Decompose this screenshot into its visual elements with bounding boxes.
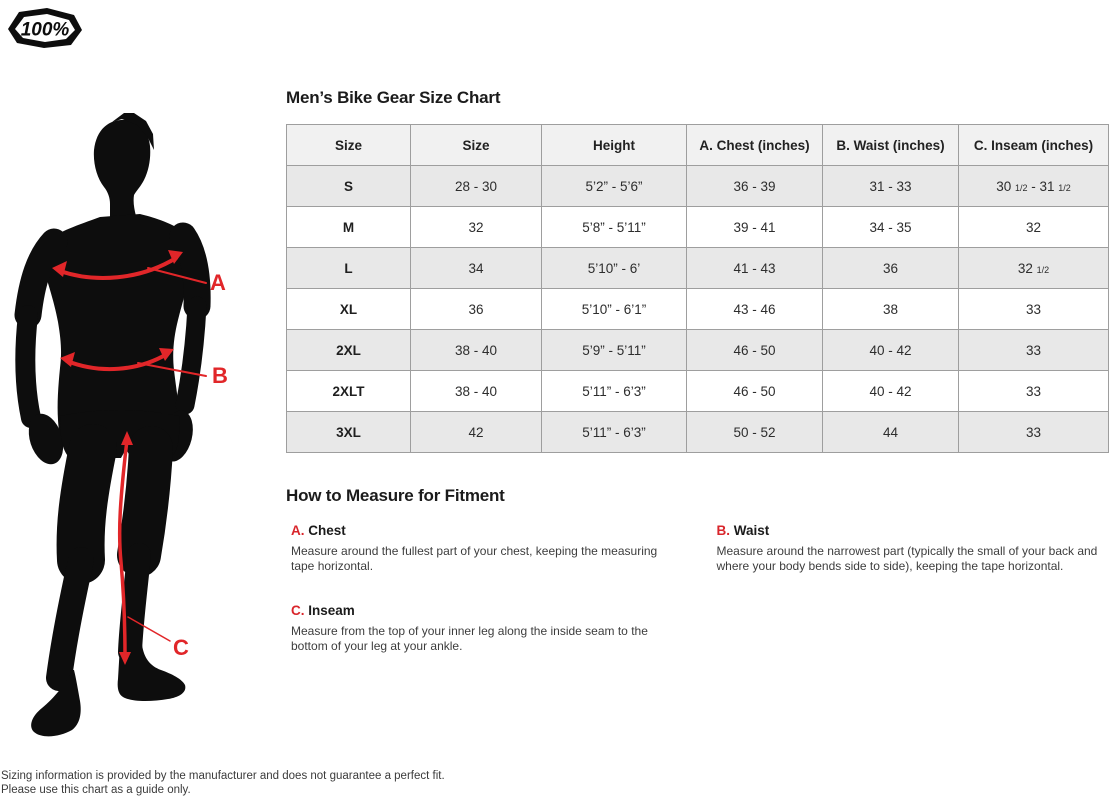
label-C: C bbox=[173, 635, 189, 660]
column-header: B. Waist (inches) bbox=[823, 125, 959, 166]
table-row bbox=[287, 412, 1109, 453]
value-cell: 30 1/2 - 31 1/2 bbox=[959, 166, 1109, 207]
measure-section-title: How to Measure for Fitment bbox=[286, 486, 505, 505]
measure-item-text: Measure around the fullest part of your chest, keeping the measuring tape horizontal. bbox=[291, 544, 658, 573]
value-cell: 31 - 33 bbox=[823, 166, 959, 207]
value-cell: 5’2” - 5’6” bbox=[542, 166, 687, 207]
value-cell: 36 bbox=[411, 289, 542, 330]
size-chart-title: Men’s Bike Gear Size Chart bbox=[286, 88, 501, 107]
size-cell: 2XL bbox=[287, 330, 411, 371]
size-cell: M bbox=[287, 207, 411, 248]
measure-item-letter: B. bbox=[716, 523, 734, 538]
main-content bbox=[286, 88, 1108, 683]
value-cell: 38 - 40 bbox=[411, 330, 542, 371]
brand-logo-100percent bbox=[8, 8, 82, 48]
value-cell: 5’11” - 6’3” bbox=[542, 371, 687, 412]
value-cell: 33 bbox=[959, 330, 1109, 371]
size-cell: 3XL bbox=[287, 412, 411, 453]
body-measurement-diagram bbox=[0, 100, 280, 780]
measure-item-chest bbox=[291, 523, 683, 574]
value-cell: 5’10” - 6’ bbox=[542, 248, 687, 289]
value-cell: 32 bbox=[411, 207, 542, 248]
male-silhouette bbox=[23, 113, 198, 736]
logo-text: 100% bbox=[20, 19, 70, 41]
value-cell: 32 1/2 bbox=[959, 248, 1109, 289]
column-header: A. Chest (inches) bbox=[687, 125, 823, 166]
value-cell: 39 - 41 bbox=[687, 207, 823, 248]
value-cell: 40 - 42 bbox=[823, 371, 959, 412]
value-cell: 41 - 43 bbox=[687, 248, 823, 289]
value-cell: 44 bbox=[823, 412, 959, 453]
table-row bbox=[287, 289, 1109, 330]
measure-instructions bbox=[286, 523, 1108, 683]
value-cell: 5’9” - 5’11” bbox=[542, 330, 687, 371]
measure-item-text: Measure from the top of your inner leg along the inside seam to the bottom of your leg at your ankle. bbox=[291, 624, 648, 653]
measure-item-heading bbox=[291, 523, 683, 538]
table-row bbox=[287, 371, 1109, 412]
measure-item-name: Chest bbox=[308, 523, 346, 538]
size-cell: 2XLT bbox=[287, 371, 411, 412]
measure-item-letter: A. bbox=[291, 523, 309, 538]
value-cell: 40 - 42 bbox=[823, 330, 959, 371]
value-cell: 50 - 52 bbox=[687, 412, 823, 453]
column-header: Height bbox=[542, 125, 687, 166]
size-cell: S bbox=[287, 166, 411, 207]
measure-item-heading bbox=[717, 523, 1109, 538]
value-cell: 43 - 46 bbox=[687, 289, 823, 330]
value-cell: 46 - 50 bbox=[687, 330, 823, 371]
column-header: Size bbox=[287, 125, 411, 166]
value-cell: 34 - 35 bbox=[823, 207, 959, 248]
measure-item-text: Measure around the narrowest part (typically the small of your back and where your body bends side to side), keeping the tape horizontal. bbox=[716, 544, 1098, 573]
value-cell: 33 bbox=[959, 289, 1109, 330]
value-cell: 38 bbox=[823, 289, 959, 330]
value-cell: 36 - 39 bbox=[687, 166, 823, 207]
value-cell: 36 bbox=[823, 248, 959, 289]
value-cell: 5’11” - 6’3” bbox=[542, 412, 687, 453]
value-cell: 32 bbox=[959, 207, 1109, 248]
disclaimer-line-2: Please use this chart as a guide only. bbox=[1, 784, 191, 796]
disclaimer-line-1: Sizing information is provided by the manufacturer and does not guarantee a perfect fit. bbox=[1, 770, 445, 782]
value-cell: 33 bbox=[959, 371, 1109, 412]
table-row bbox=[287, 207, 1109, 248]
measure-item-heading bbox=[291, 603, 683, 618]
value-cell: 5’10” - 6’1” bbox=[542, 289, 687, 330]
measure-column-right bbox=[717, 523, 1109, 683]
value-cell: 46 - 50 bbox=[687, 371, 823, 412]
column-header: C. Inseam (inches) bbox=[959, 125, 1109, 166]
measure-item-name: Inseam bbox=[308, 603, 355, 618]
column-header: Size bbox=[411, 125, 542, 166]
table-row bbox=[287, 248, 1109, 289]
value-cell: 5’8” - 5’11” bbox=[542, 207, 687, 248]
table-header-row bbox=[287, 125, 1109, 166]
measure-item-inseam bbox=[291, 603, 683, 654]
value-cell: 42 bbox=[411, 412, 542, 453]
size-chart-table bbox=[286, 124, 1109, 453]
value-cell: 33 bbox=[959, 412, 1109, 453]
measure-column-left bbox=[291, 523, 683, 683]
table-row bbox=[287, 166, 1109, 207]
value-cell: 28 - 30 bbox=[411, 166, 542, 207]
label-A: A bbox=[210, 270, 226, 295]
size-cell: XL bbox=[287, 289, 411, 330]
value-cell: 38 - 40 bbox=[411, 371, 542, 412]
size-cell: L bbox=[287, 248, 411, 289]
table-row bbox=[287, 330, 1109, 371]
measure-item-letter: C. bbox=[291, 603, 309, 618]
value-cell: 34 bbox=[411, 248, 542, 289]
measure-item-waist bbox=[717, 523, 1109, 574]
disclaimer bbox=[1, 769, 445, 797]
label-B: B bbox=[212, 363, 228, 388]
measure-item-name: Waist bbox=[733, 523, 770, 538]
